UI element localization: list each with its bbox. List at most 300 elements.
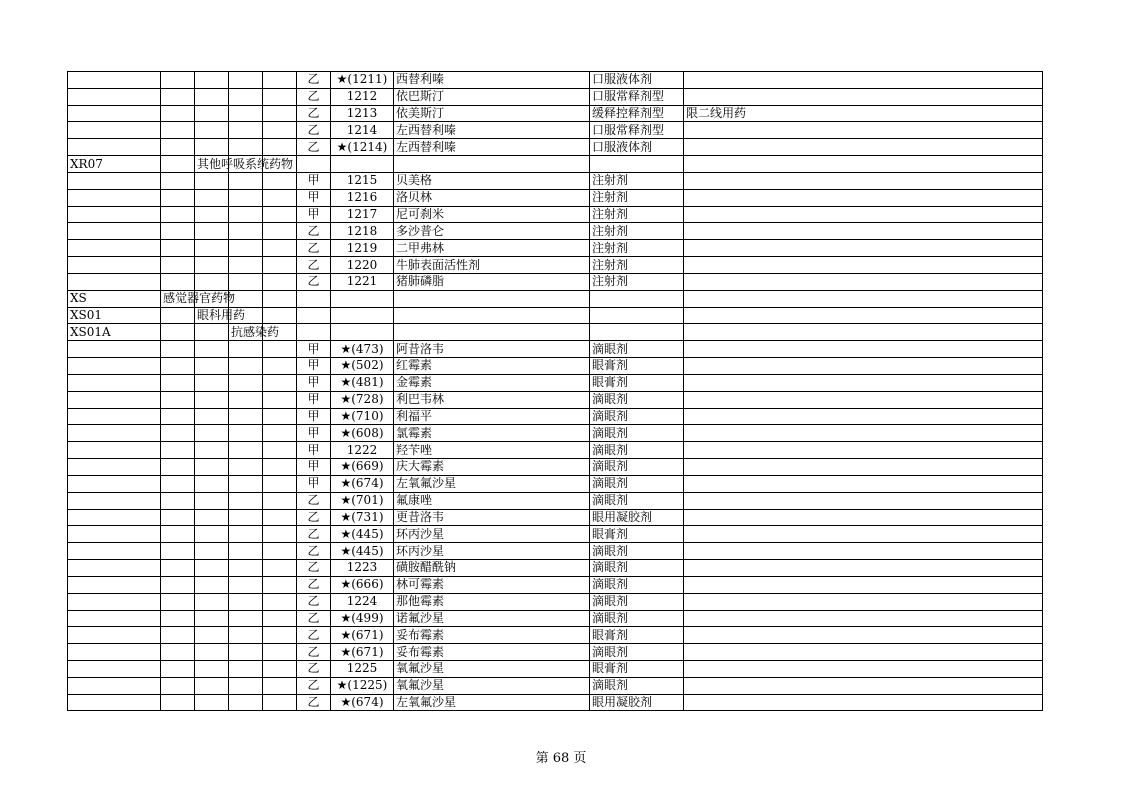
category-code-cell bbox=[68, 374, 161, 391]
table-row bbox=[68, 105, 1043, 122]
grade-cell: 甲 bbox=[297, 391, 331, 408]
table-row bbox=[68, 442, 1043, 459]
grade-cell: 甲 bbox=[297, 408, 331, 425]
drug-number-cell bbox=[331, 156, 394, 173]
level3-cell bbox=[229, 560, 263, 577]
drug-number-cell: 1219 bbox=[331, 240, 394, 257]
drug-name-cell: 二甲弗林 bbox=[394, 240, 590, 257]
remarks-cell bbox=[684, 122, 1043, 139]
level4-cell bbox=[263, 459, 297, 476]
grade-cell: 甲 bbox=[297, 374, 331, 391]
table-row bbox=[68, 492, 1043, 509]
drug-number-cell: 1215 bbox=[331, 172, 394, 189]
level3-cell bbox=[229, 593, 263, 610]
table-row bbox=[68, 206, 1043, 223]
remarks-cell bbox=[684, 459, 1043, 476]
level3-cell bbox=[229, 694, 263, 711]
category-code-cell bbox=[68, 341, 161, 358]
level2-cell bbox=[195, 694, 229, 711]
level4-cell bbox=[263, 105, 297, 122]
dosage-form-cell: 缓释控释剂型 bbox=[590, 105, 684, 122]
level3-cell bbox=[229, 425, 263, 442]
level1-cell bbox=[161, 442, 195, 459]
drug-name-cell bbox=[394, 156, 590, 173]
drug-name-cell: 红霉素 bbox=[394, 358, 590, 375]
table-row bbox=[68, 172, 1043, 189]
level2-cell bbox=[195, 240, 229, 257]
level4-cell bbox=[263, 526, 297, 543]
level4-cell bbox=[263, 290, 297, 307]
drug-number-cell: ★(671) bbox=[331, 644, 394, 661]
drug-name-cell bbox=[394, 324, 590, 341]
table-row bbox=[68, 374, 1043, 391]
remarks-cell bbox=[684, 442, 1043, 459]
level2-cell bbox=[195, 223, 229, 240]
level3-cell bbox=[229, 206, 263, 223]
level2-cell bbox=[195, 341, 229, 358]
drug-number-cell: 1225 bbox=[331, 660, 394, 677]
level4-cell bbox=[263, 644, 297, 661]
level3-cell bbox=[229, 257, 263, 274]
dosage-form-cell: 注射剂 bbox=[590, 223, 684, 240]
drug-number-cell: ★(674) bbox=[331, 694, 394, 711]
level2-cell bbox=[195, 273, 229, 290]
category-code-cell bbox=[68, 560, 161, 577]
category-code-cell bbox=[68, 677, 161, 694]
level3-cell bbox=[229, 677, 263, 694]
drug-name-cell: 依巴斯汀 bbox=[394, 88, 590, 105]
remarks-cell bbox=[684, 240, 1043, 257]
grade-cell: 甲 bbox=[297, 425, 331, 442]
drug-number-cell bbox=[331, 307, 394, 324]
remarks-cell bbox=[684, 307, 1043, 324]
table-row bbox=[68, 290, 1043, 307]
drug-number-cell: 1222 bbox=[331, 442, 394, 459]
table-row bbox=[68, 459, 1043, 476]
drug-number-cell: ★(728) bbox=[331, 391, 394, 408]
level1-cell bbox=[161, 660, 195, 677]
dosage-form-cell: 滴眼剂 bbox=[590, 391, 684, 408]
grade-cell: 乙 bbox=[297, 122, 331, 139]
drug-name-cell: 贝美格 bbox=[394, 172, 590, 189]
level1-cell bbox=[161, 88, 195, 105]
grade-cell: 乙 bbox=[297, 526, 331, 543]
grade-cell: 乙 bbox=[297, 677, 331, 694]
level2-cell bbox=[195, 660, 229, 677]
grade-cell bbox=[297, 290, 331, 307]
grade-cell: 乙 bbox=[297, 543, 331, 560]
level4-cell bbox=[263, 374, 297, 391]
level4-cell bbox=[263, 72, 297, 89]
category-code-cell bbox=[68, 172, 161, 189]
level3-cell bbox=[229, 223, 263, 240]
table-row bbox=[68, 307, 1043, 324]
table-row bbox=[68, 189, 1043, 206]
level3-cell bbox=[229, 290, 263, 307]
table-row bbox=[68, 223, 1043, 240]
drug-name-cell: 阿昔洛韦 bbox=[394, 341, 590, 358]
remarks-cell bbox=[684, 509, 1043, 526]
level2-cell bbox=[195, 290, 229, 307]
level3-cell bbox=[229, 576, 263, 593]
level3-cell bbox=[229, 72, 263, 89]
level3-cell bbox=[229, 307, 263, 324]
category-code-cell bbox=[68, 122, 161, 139]
table-body bbox=[68, 72, 1043, 711]
table-row bbox=[68, 156, 1043, 173]
level4-cell bbox=[263, 593, 297, 610]
category-code-cell bbox=[68, 223, 161, 240]
drug-number-cell: ★(445) bbox=[331, 526, 394, 543]
dosage-form-cell: 注射剂 bbox=[590, 257, 684, 274]
category-code-cell: XS01 bbox=[68, 307, 161, 324]
category-code-cell bbox=[68, 459, 161, 476]
drug-name-cell: 氟康唑 bbox=[394, 492, 590, 509]
drug-number-cell: ★(666) bbox=[331, 576, 394, 593]
dosage-form-cell: 滴眼剂 bbox=[590, 610, 684, 627]
remarks-cell bbox=[684, 139, 1043, 156]
category-code-cell bbox=[68, 88, 161, 105]
level2-cell bbox=[195, 560, 229, 577]
grade-cell: 甲 bbox=[297, 475, 331, 492]
remarks-cell bbox=[684, 526, 1043, 543]
level4-cell bbox=[263, 509, 297, 526]
level3-cell bbox=[229, 644, 263, 661]
level1-cell bbox=[161, 459, 195, 476]
category-code-cell bbox=[68, 105, 161, 122]
level2-cell bbox=[195, 677, 229, 694]
level3-cell bbox=[229, 358, 263, 375]
drug-number-cell: 1217 bbox=[331, 206, 394, 223]
grade-cell: 甲 bbox=[297, 459, 331, 476]
grade-cell: 乙 bbox=[297, 240, 331, 257]
category-code-cell bbox=[68, 526, 161, 543]
drug-name-cell bbox=[394, 290, 590, 307]
level2-cell bbox=[195, 543, 229, 560]
level1-cell bbox=[161, 374, 195, 391]
level4-cell bbox=[263, 122, 297, 139]
drug-name-cell: 庆大霉素 bbox=[394, 459, 590, 476]
level1-cell bbox=[161, 475, 195, 492]
level1-cell bbox=[161, 72, 195, 89]
category-code-cell bbox=[68, 358, 161, 375]
table-row bbox=[68, 240, 1043, 257]
level2-cell bbox=[195, 593, 229, 610]
level2-cell bbox=[195, 139, 229, 156]
level1-cell bbox=[161, 189, 195, 206]
remarks-cell bbox=[684, 88, 1043, 105]
remarks-cell bbox=[684, 560, 1043, 577]
table-row bbox=[68, 324, 1043, 341]
drug-number-cell: ★(1225) bbox=[331, 677, 394, 694]
remarks-cell bbox=[684, 72, 1043, 89]
drug-name-cell: 猪肺磷脂 bbox=[394, 273, 590, 290]
level4-cell bbox=[263, 139, 297, 156]
table-row bbox=[68, 610, 1043, 627]
drug-name-cell: 磺胺醋酰钠 bbox=[394, 560, 590, 577]
dosage-form-cell: 眼膏剂 bbox=[590, 374, 684, 391]
level1-cell bbox=[161, 526, 195, 543]
table-row bbox=[68, 627, 1043, 644]
level2-cell bbox=[195, 644, 229, 661]
dosage-form-cell: 眼膏剂 bbox=[590, 660, 684, 677]
remarks-cell bbox=[684, 391, 1043, 408]
level4-cell bbox=[263, 627, 297, 644]
level3-cell bbox=[229, 391, 263, 408]
dosage-form-cell: 注射剂 bbox=[590, 189, 684, 206]
table-row bbox=[68, 72, 1043, 89]
level3-cell bbox=[229, 543, 263, 560]
level3-cell bbox=[229, 459, 263, 476]
grade-cell: 甲 bbox=[297, 206, 331, 223]
level4-cell bbox=[263, 240, 297, 257]
dosage-form-cell bbox=[590, 290, 684, 307]
drug-number-cell: 1214 bbox=[331, 122, 394, 139]
drug-name-cell: 更昔洛韦 bbox=[394, 509, 590, 526]
remarks-cell bbox=[684, 425, 1043, 442]
level2-cell bbox=[195, 358, 229, 375]
level1-cell bbox=[161, 425, 195, 442]
drug-number-cell: 1216 bbox=[331, 189, 394, 206]
category-code-cell: XS bbox=[68, 290, 161, 307]
dosage-form-cell bbox=[590, 156, 684, 173]
category-code-cell bbox=[68, 189, 161, 206]
level2-cell bbox=[195, 526, 229, 543]
dosage-form-cell bbox=[590, 324, 684, 341]
dosage-form-cell: 注射剂 bbox=[590, 240, 684, 257]
drug-name-cell: 左氧氟沙星 bbox=[394, 475, 590, 492]
dosage-form-cell: 眼用凝胶剂 bbox=[590, 694, 684, 711]
level4-cell bbox=[263, 408, 297, 425]
table-row bbox=[68, 509, 1043, 526]
level3-cell bbox=[229, 492, 263, 509]
table-row bbox=[68, 543, 1043, 560]
remarks-cell bbox=[684, 644, 1043, 661]
level4-cell bbox=[263, 660, 297, 677]
dosage-form-cell: 眼膏剂 bbox=[590, 526, 684, 543]
drug-name-cell: 尼可刹米 bbox=[394, 206, 590, 223]
level1-cell bbox=[161, 156, 195, 173]
level2-cell bbox=[195, 627, 229, 644]
grade-cell: 乙 bbox=[297, 139, 331, 156]
dosage-form-cell: 眼膏剂 bbox=[590, 358, 684, 375]
drug-number-cell: 1224 bbox=[331, 593, 394, 610]
drug-name-cell: 多沙普仑 bbox=[394, 223, 590, 240]
level1-cell bbox=[161, 223, 195, 240]
category-code-cell bbox=[68, 543, 161, 560]
category-code-cell bbox=[68, 139, 161, 156]
level2-cell bbox=[195, 122, 229, 139]
level2-cell bbox=[195, 610, 229, 627]
level1-cell bbox=[161, 560, 195, 577]
dosage-form-cell: 滴眼剂 bbox=[590, 543, 684, 560]
drug-name-cell: 左西替利嗪 bbox=[394, 139, 590, 156]
level2-cell bbox=[195, 324, 229, 341]
category-code-cell bbox=[68, 593, 161, 610]
remarks-cell bbox=[684, 677, 1043, 694]
table-row bbox=[68, 408, 1043, 425]
remarks-cell bbox=[684, 273, 1043, 290]
level1-cell bbox=[161, 122, 195, 139]
level4-cell bbox=[263, 273, 297, 290]
drug-number-cell: ★(710) bbox=[331, 408, 394, 425]
table-row bbox=[68, 593, 1043, 610]
remarks-cell bbox=[684, 172, 1043, 189]
category-code-cell bbox=[68, 257, 161, 274]
table-row bbox=[68, 257, 1043, 274]
drug-name-cell: 妥布霉素 bbox=[394, 627, 590, 644]
level3-cell: 抗感染药 bbox=[229, 324, 263, 341]
grade-cell: 甲 bbox=[297, 189, 331, 206]
level3-cell bbox=[229, 660, 263, 677]
level1-cell bbox=[161, 492, 195, 509]
level3-cell bbox=[229, 139, 263, 156]
dosage-form-cell: 口服常释剂型 bbox=[590, 122, 684, 139]
drug-number-cell: ★(731) bbox=[331, 509, 394, 526]
drug-number-cell: 1221 bbox=[331, 273, 394, 290]
level4-cell bbox=[263, 88, 297, 105]
remarks-cell bbox=[684, 694, 1043, 711]
level4-cell bbox=[263, 610, 297, 627]
dosage-form-cell: 滴眼剂 bbox=[590, 475, 684, 492]
category-code-cell bbox=[68, 627, 161, 644]
level4-cell bbox=[263, 475, 297, 492]
remarks-cell bbox=[684, 189, 1043, 206]
level4-cell bbox=[263, 189, 297, 206]
drug-name-cell: 那他霉素 bbox=[394, 593, 590, 610]
table-row bbox=[68, 560, 1043, 577]
level2-cell bbox=[195, 576, 229, 593]
level1-cell bbox=[161, 543, 195, 560]
grade-cell bbox=[297, 307, 331, 324]
level4-cell bbox=[263, 307, 297, 324]
table-row bbox=[68, 644, 1043, 661]
level1-cell bbox=[161, 391, 195, 408]
level1-cell bbox=[161, 610, 195, 627]
remarks-cell bbox=[684, 206, 1043, 223]
grade-cell: 乙 bbox=[297, 509, 331, 526]
category-code-cell bbox=[68, 206, 161, 223]
grade-cell: 乙 bbox=[297, 694, 331, 711]
level1-cell bbox=[161, 593, 195, 610]
grade-cell: 甲 bbox=[297, 442, 331, 459]
table-row bbox=[68, 694, 1043, 711]
drug-number-cell: 1223 bbox=[331, 560, 394, 577]
level2-cell bbox=[195, 374, 229, 391]
level1-cell bbox=[161, 627, 195, 644]
level4-cell bbox=[263, 560, 297, 577]
level4-cell bbox=[263, 324, 297, 341]
category-code-cell: XS01A bbox=[68, 324, 161, 341]
drug-name-cell: 左西替利嗪 bbox=[394, 122, 590, 139]
category-code-cell bbox=[68, 425, 161, 442]
level2-cell bbox=[195, 72, 229, 89]
level1-cell bbox=[161, 509, 195, 526]
dosage-form-cell: 滴眼剂 bbox=[590, 677, 684, 694]
grade-cell: 乙 bbox=[297, 560, 331, 577]
remarks-cell bbox=[684, 492, 1043, 509]
category-code-cell bbox=[68, 576, 161, 593]
dosage-form-cell: 口服液体剂 bbox=[590, 139, 684, 156]
drug-name-cell bbox=[394, 307, 590, 324]
level3-cell bbox=[229, 189, 263, 206]
level1-cell bbox=[161, 172, 195, 189]
level3-cell bbox=[229, 273, 263, 290]
dosage-form-cell: 滴眼剂 bbox=[590, 644, 684, 661]
level2-cell bbox=[195, 408, 229, 425]
drug-number-cell: ★(499) bbox=[331, 610, 394, 627]
remarks-cell bbox=[684, 223, 1043, 240]
category-code-cell bbox=[68, 72, 161, 89]
category-code-cell bbox=[68, 660, 161, 677]
level2-cell bbox=[195, 492, 229, 509]
grade-cell: 乙 bbox=[297, 610, 331, 627]
level2-cell: 其他呼吸系统药物 bbox=[195, 156, 229, 173]
category-code-cell bbox=[68, 475, 161, 492]
drug-name-cell: 利巴韦林 bbox=[394, 391, 590, 408]
dosage-form-cell: 滴眼剂 bbox=[590, 425, 684, 442]
drug-number-cell: ★(671) bbox=[331, 627, 394, 644]
drug-number-cell: 1213 bbox=[331, 105, 394, 122]
dosage-form-cell: 滴眼剂 bbox=[590, 341, 684, 358]
level3-cell bbox=[229, 442, 263, 459]
remarks-cell bbox=[684, 341, 1043, 358]
dosage-form-cell: 滴眼剂 bbox=[590, 408, 684, 425]
level1-cell: 感觉器官药物 bbox=[161, 290, 195, 307]
drug-name-cell: 环丙沙星 bbox=[394, 526, 590, 543]
level3-cell bbox=[229, 627, 263, 644]
grade-cell: 乙 bbox=[297, 105, 331, 122]
dosage-form-cell: 滴眼剂 bbox=[590, 593, 684, 610]
drug-name-cell: 利福平 bbox=[394, 408, 590, 425]
level4-cell bbox=[263, 172, 297, 189]
level2-cell bbox=[195, 189, 229, 206]
remarks-cell bbox=[684, 374, 1043, 391]
level3-cell bbox=[229, 475, 263, 492]
table-row bbox=[68, 88, 1043, 105]
table-row bbox=[68, 273, 1043, 290]
level3-cell bbox=[229, 408, 263, 425]
category-code-cell bbox=[68, 391, 161, 408]
dosage-form-cell bbox=[590, 307, 684, 324]
dosage-form-cell: 注射剂 bbox=[590, 273, 684, 290]
dosage-form-cell: 眼膏剂 bbox=[590, 627, 684, 644]
remarks-cell bbox=[684, 257, 1043, 274]
category-code-cell bbox=[68, 442, 161, 459]
drug-name-cell: 洛贝林 bbox=[394, 189, 590, 206]
grade-cell: 甲 bbox=[297, 358, 331, 375]
table-row bbox=[68, 475, 1043, 492]
drug-number-cell: ★(502) bbox=[331, 358, 394, 375]
level4-cell bbox=[263, 576, 297, 593]
level1-cell bbox=[161, 694, 195, 711]
drug-number-cell: 1218 bbox=[331, 223, 394, 240]
level1-cell bbox=[161, 677, 195, 694]
drug-name-cell: 林可霉素 bbox=[394, 576, 590, 593]
drug-number-cell: ★(481) bbox=[331, 374, 394, 391]
level1-cell bbox=[161, 358, 195, 375]
dosage-form-cell: 口服常释剂型 bbox=[590, 88, 684, 105]
level4-cell bbox=[263, 442, 297, 459]
grade-cell: 乙 bbox=[297, 660, 331, 677]
grade-cell: 乙 bbox=[297, 576, 331, 593]
category-code-cell bbox=[68, 492, 161, 509]
table-row bbox=[68, 391, 1043, 408]
dosage-form-cell: 滴眼剂 bbox=[590, 492, 684, 509]
table-row bbox=[68, 358, 1043, 375]
remarks-cell bbox=[684, 543, 1043, 560]
level3-cell bbox=[229, 88, 263, 105]
